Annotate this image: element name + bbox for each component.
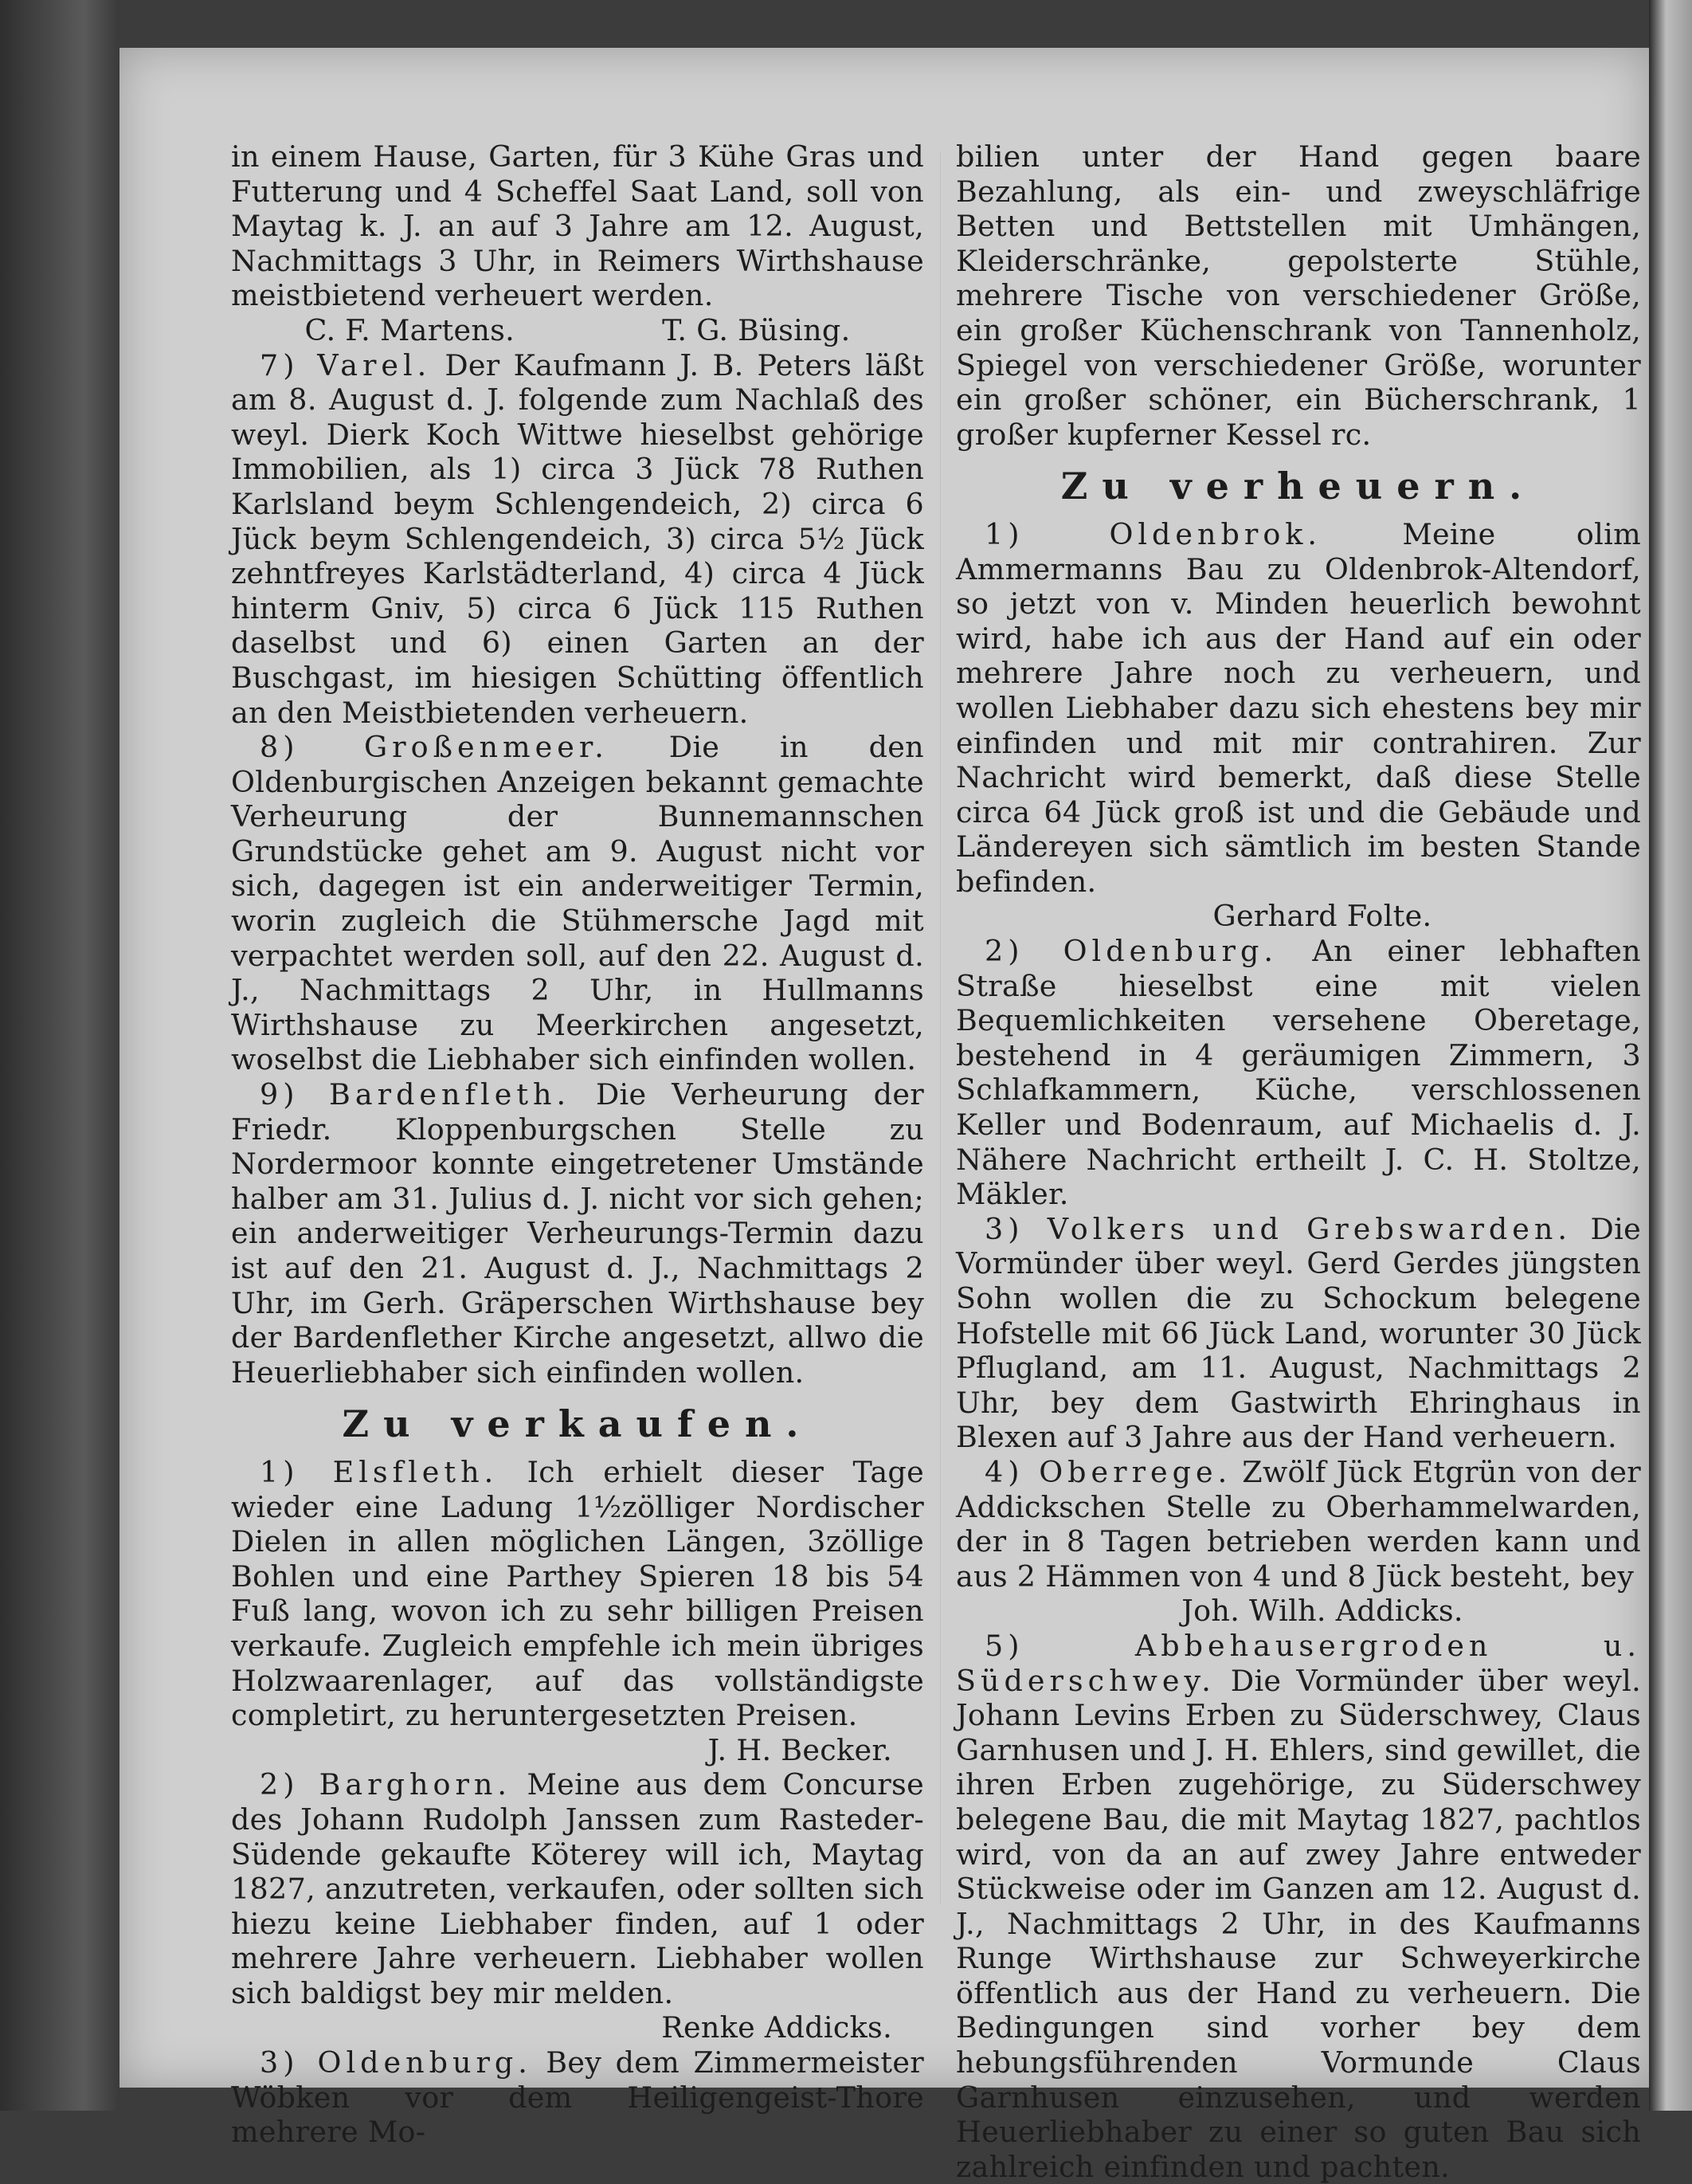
signature-stoltze: J. C. H. Stoltze, Mäkler. — [956, 1142, 1641, 1212]
signature-buesing: T. G. Büsing. — [662, 312, 851, 347]
book-right-edge — [1649, 0, 1692, 2111]
notice-oldenburg-rent — [956, 934, 1641, 1212]
notice-oberrege — [956, 1455, 1641, 1594]
place-varel: 7) Varel. — [260, 347, 432, 382]
opening-signatures — [231, 313, 924, 348]
notice-elsfleth — [231, 1455, 924, 1733]
notice-barghorn-text: Meine aus dem Concurse des Johann Rudolph Janssen zum Rasteder-Südende gekaufte Köterey will ich, Maytag 1827, anzutreten, verkaufen, oder sollten sich hiezu keine Liebhaber finden, auf 1 oder mehrere Jahre verheuern. Liebhaber wollen sich baldigst bey mir melden. — [231, 1767, 924, 2010]
notice-oldenbrok — [956, 517, 1641, 900]
notice-barghorn — [231, 1767, 924, 2010]
notice-oberrege-text: Zwölf Jück Etgrün von der Addickschen Stelle zu Oberhammelwarden, der in 8 Tagen betrieben werden kann und aus 2 Hämmen von 4 und 8 Jück besteht, bey — [956, 1454, 1641, 1594]
place-barghorn: 2) Barghorn. — [260, 1767, 512, 1802]
section-heading-sell: Zu verkaufen. — [342, 1402, 813, 1446]
notice-oldenbrok-text: Meine olim Ammermanns Bau zu Oldenbrok-Altendorf, so jetzt von v. Minden heuerlich bewohnt wird, habe ich aus der Hand auf ein oder mehrere Jahre noch zu verheuern, und wollen Liebhaber dazu sich ehestens bey mir einfinden und mit mir contrahiren. Zur Nachricht wird bemerkt, daß diese Stelle circa 64 Jück groß ist und die Gebäude und Ländereyen sich sämtlich im besten Stande befinden. — [956, 516, 1641, 899]
continuation-paragraph: bilien unter der Hand gegen baare Bezahlung, als ein- und zweyschläfrige Betten und Bettstellen mit Umhängen, Kleiderschränke, gepolsterte Stühle, mehrere Tische von verschiedener Größe, ein großer Küchenschrank von Tannenholz, Spiegel von verschiedener Größe, worunter ein großer schöner, ein Bücherschrank, 1 großer kupferner Kessel rc. — [956, 139, 1641, 452]
signature-folte: Gerhard Folte. — [1212, 899, 1432, 934]
signature-renke-addicks: Renke Addicks. — [661, 2010, 892, 2045]
left-column — [231, 139, 924, 2150]
place-oldenburg-sell: 3) Oldenburg. — [260, 2045, 532, 2080]
book-left-edge — [0, 0, 119, 2111]
notice-grossenmeer-text: Die in den Oldenburgischen Anzeigen bekannt gemachte Verheurung der Bunnemannschen Grundstücke gehet am 9. August nicht vor sich, dagegen ist ein anderweitiger Termin, worin zugleich die Stühmersche Jagd mit verpachtet werden soll, auf den 22. August d. J., Nachmittags 2 Uhr, in Hullmanns Wirthshause zu Meerkirchen angesetzt, woselbst die Liebhaber sich einfinden wollen. — [231, 730, 924, 1077]
place-grossenmeer: 8) Großenmeer. — [260, 730, 609, 765]
place-abbehausergroden: 5) Abbehausergroden u. Süderschwey. — [956, 1628, 1641, 1698]
place-oldenbrok: 1) Oldenbrok. — [985, 516, 1322, 551]
signature-becker: J. H. Becker. — [707, 1732, 892, 1767]
notice-oldenburg-sell-text: Bey dem Zimmermeister Wöbken vor dem Heiligengeist-Thore mehrere Mo- — [231, 2045, 924, 2150]
column-divider — [940, 151, 941, 1904]
place-volkers: 3) Volkers und Grebswarden. — [985, 1211, 1572, 1246]
notice-varel-text: Der Kaufmann J. B. Peters läßt am 8. August d. J. folgende zum Nachlaß des weyl. Dierk Koch Wittwe hieselbst gehörige Immobilien, als 1) circa 3 Jück 78 Ruthen Karlsland beym Schlengendeich, 2) circa 6 Jück beym Schlengendeich, 3) circa 5½ Jück zehntfreyes Karlstädterland, 4) circa 4 Jück hinterm Gniv, 5) circa 6 Jück 115 Ruthen daselbst und 6) einen Garten an der Buschgast, im hiesigen Schütting öffentlich an den Meistbietenden verheuern. — [231, 347, 924, 730]
place-oldenburg-rent: 2) Oldenburg. — [985, 934, 1278, 969]
notice-elsfleth-text: Ich erhielt dieser Tage wieder eine Ladung 1½zölliger Nordischer Dielen in allen möglichen Längen, 3zöllige Bohlen und eine Parthey Spieren 18 bis 54 Fuß lang, wovon ich zu sehr billigen Preisen verkaufe. Zugleich empfehle ich mein übriges Holzwaarenlager, auf das vollständigste completirt, zu heruntergesetzten Preisen. — [231, 1454, 924, 1733]
opening-paragraph: in einem Hause, Garten, für 3 Kühe Gras und Futterung und 4 Scheffel Saat Land, soll von Maytag k. J. an auf 3 Jahre am 12. August, Nachmittags 3 Uhr, in Reimers Wirthshause meistbietend verheuert werden. — [231, 139, 924, 313]
signature-joh-addicks: Joh. Wilh. Addicks. — [1181, 1594, 1463, 1629]
place-oberrege: 4) Oberrege. — [985, 1454, 1232, 1489]
place-elsfleth: 1) Elsfleth. — [260, 1454, 499, 1489]
notice-volkers — [956, 1212, 1641, 1455]
notice-abbehausergroden — [956, 1629, 1641, 2184]
notice-grossenmeer — [231, 730, 924, 1077]
notice-varel — [231, 348, 924, 731]
notice-bardenfleth-text: Die Verheurung der Friedr. Kloppenburgschen Stelle zu Nordermoor konnte eingetretener Umstände halber am 31. Julius d. J. nicht vor sich gehen; ein anderweitiger Verheurungs-Termin dazu ist auf den 21. August d. J., Nachmittags 2 Uhr, im Gerh. Gräperschen Wirthshause bey der Bardenflether Kirche angesetzt, allwo die Heuerliebhaber sich einfinden wollen. — [231, 1077, 924, 1390]
right-column — [956, 139, 1641, 2184]
notice-oldenburg-sell — [231, 2045, 924, 2150]
notice-bardenfleth — [231, 1077, 924, 1390]
place-bardenfleth: 9) Bardenfleth. — [260, 1077, 571, 1112]
signature-martens: C. F. Martens. — [304, 312, 515, 347]
section-heading-rent: Zu verheuern. — [1060, 465, 1537, 508]
notice-oldenburg-rent-text: An einer lebhaften Straße hieselbst eine mit vielen Bequemlichkeiten versehene Oberetage, bestehend in 4 geräumigen Zimmern, 3 Schlafkammern, Küche, verschlossenen Keller und Bodenraum, auf Michaelis d. J. Nähere Nachricht ertheilt — [956, 934, 1641, 1177]
notice-volkers-text: Die Vormünder über weyl. Gerd Gerdes jüngsten Sohn wollen die zu Schockum belegene Hofstelle mit 66 Jück Land, worunter 30 Jück Pflugland, am 11. August, Nachmittags 2 Uhr, bey dem Gastwirth Ehringhaus in Blexen auf 3 Jahre aus der Hand verheuern. — [956, 1211, 1641, 1455]
notice-abbehausergroden-text: Die Vormünder über weyl. Johann Levins Erben zu Süderschwey, Claus Garnhusen und J. H. Ehlers, sind gewillet, die ihren Erben zugehörige, zu Süderschwey belegene Bau, die mit Maytag 1827, pachtlos wird, von da an auf zwey Jahre entweder Stückweise oder im Ganzen am 12. August d. J., Nachmittags 2 Uhr, in des Kaufmanns Runge Wirthshause zur Schweyerkirche öffentlich aus der Hand zu verheuern. Die Bedingungen sind vorher bey dem hebungsführenden Vormunde Claus Garnhusen einzusehen, und werden Heuerliebhaber zu einer so guten Bau sich zahlreich einfinden und pachten. — [956, 1663, 1641, 2184]
